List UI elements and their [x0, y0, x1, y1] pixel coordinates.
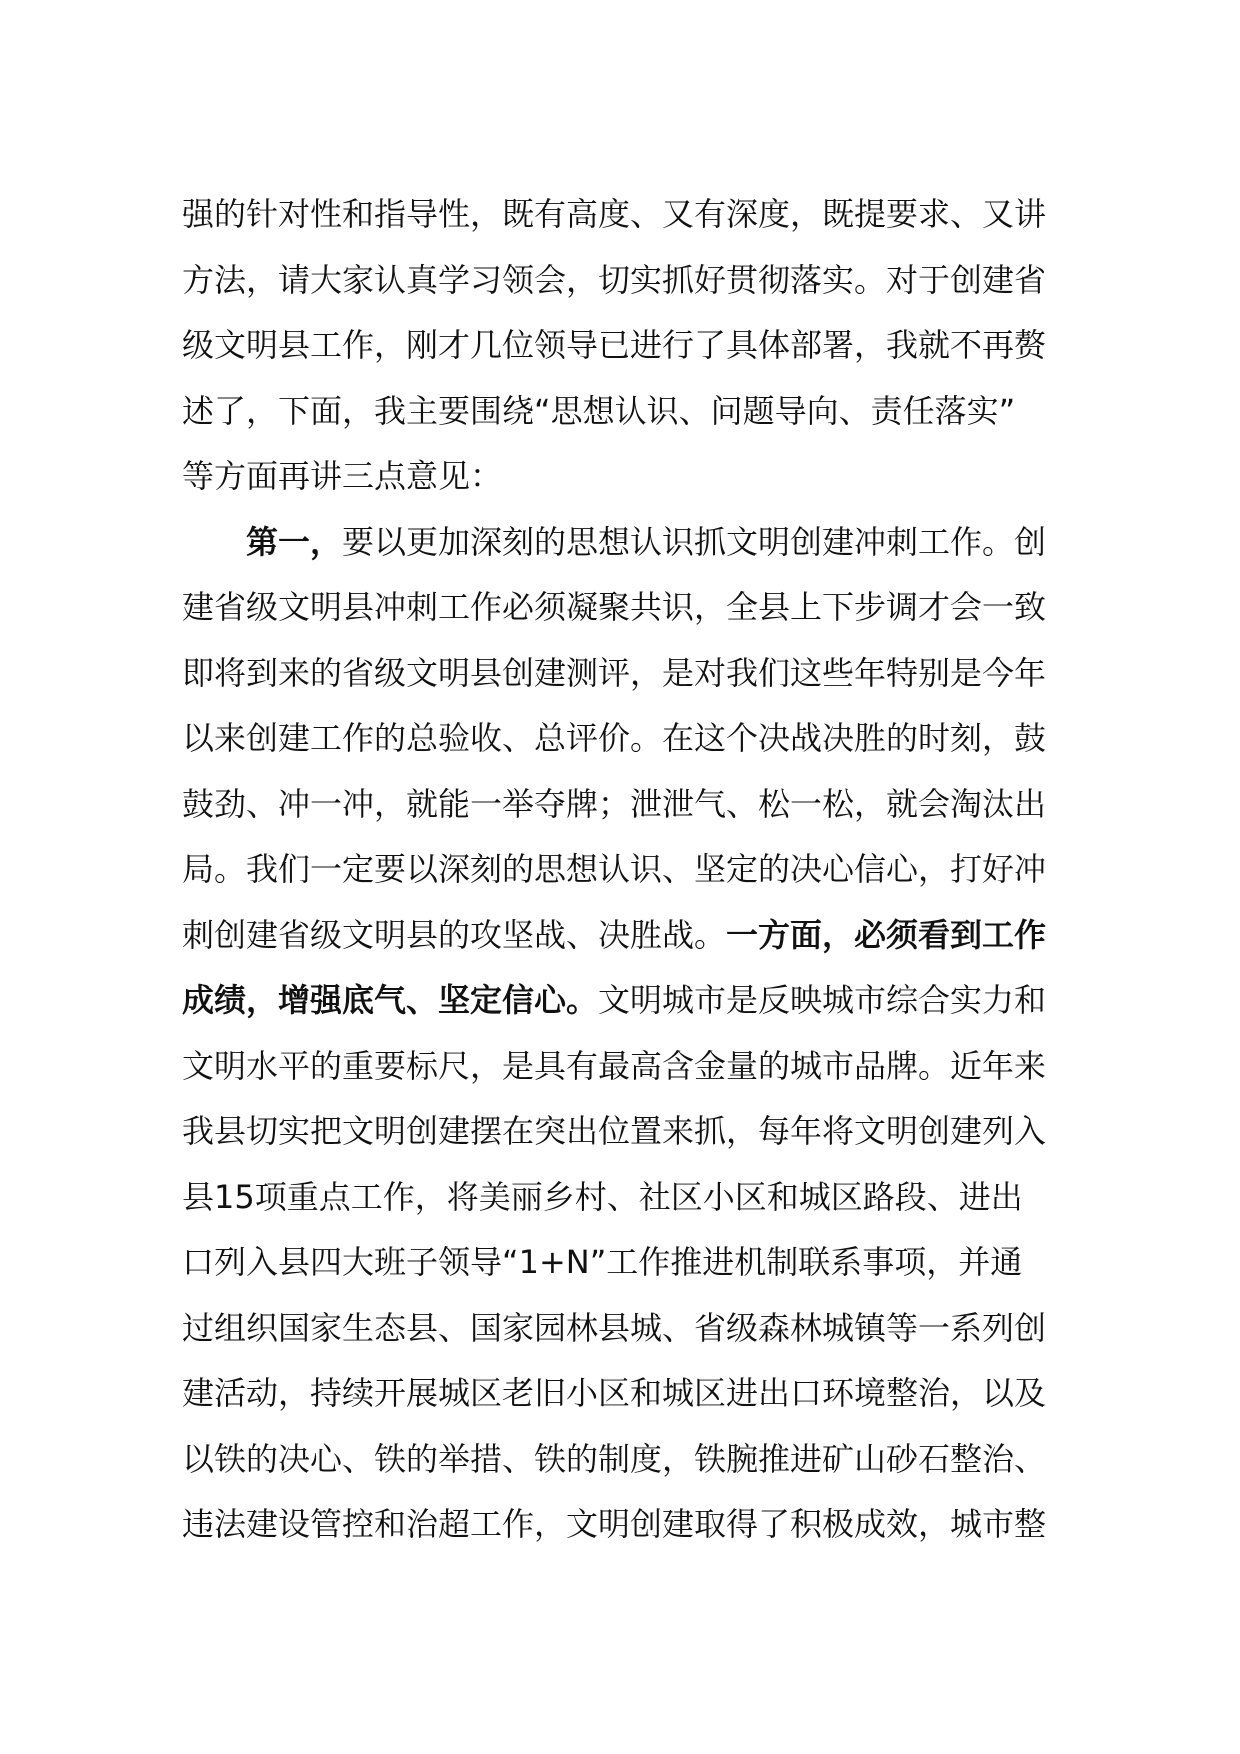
- text-line: [182, 575, 1082, 641]
- text-segment: 鼓劲、冲一冲，就能一举夺牌；泄泄气、松一松，就会淘汰出: [182, 784, 1047, 823]
- text-segment: 等方面再讲三点意见：: [182, 457, 503, 495]
- text-segment: 建活动，持续开展城区老旧小区和城区进出口环境整治，以及: [182, 1374, 1047, 1412]
- text-segment: 以来创建工作的总验收、总评价。在这个决战决胜的时刻，鼓: [182, 719, 1047, 757]
- text-line: [182, 837, 1082, 903]
- text-segment: 过组织国家生态县、国家园林县城、省级森林城镇等一系列创: [182, 1308, 1047, 1347]
- text-segment: 刺创建省级文明县的攻坚战、决胜战。: [182, 915, 727, 954]
- text-line: [182, 968, 1082, 1034]
- text-segment: 口列入县四大班子领导“1+N”工作推进机制联系事项，并通: [182, 1243, 1023, 1281]
- text-line: [182, 706, 1082, 772]
- text-line: [182, 379, 1082, 445]
- text-line: [182, 1492, 1082, 1558]
- text-line: [182, 1165, 1082, 1231]
- text-line: [182, 1361, 1082, 1427]
- text-line: [182, 1099, 1082, 1165]
- text-line: [182, 1230, 1082, 1296]
- text-line: [182, 1034, 1082, 1100]
- text-segment: 违法建设管控和治超工作，文明创建取得了积极成效，城市整: [182, 1505, 1047, 1543]
- text-segment: 建省级文明县冲刺工作必须凝聚共识，全县上下步调才会一致: [182, 588, 1047, 626]
- text-line: [182, 772, 1082, 838]
- bold-text-segment: 成绩，增强底气、坚定信心。: [182, 981, 599, 1019]
- text-line: [182, 903, 1082, 969]
- text-line: [182, 641, 1082, 707]
- text-segment: 局。我们一定要以深刻的思想认识、坚定的决心信心，打好冲: [182, 850, 1047, 888]
- text-line: [182, 1296, 1082, 1362]
- text-segment: 我县切实把文明创建摆在突出位置来抓，每年将文明创建列入: [182, 1112, 1047, 1150]
- text-line: [182, 510, 1082, 576]
- text-segment: 县15项重点工作，将美丽乡村、社区小区和城区路段、进出: [182, 1177, 1023, 1216]
- text-line: [182, 182, 1082, 248]
- text-segment: 强的针对性和指导性，既有高度、又有深度，既提要求、又讲: [182, 195, 1047, 233]
- body-text: [182, 182, 1082, 1558]
- text-line: [182, 248, 1082, 314]
- text-line: [182, 313, 1082, 379]
- text-line: [182, 1427, 1082, 1493]
- text-segment: 要以更加深刻的思想认识抓文明创建冲刺工作。创: [342, 522, 1047, 561]
- text-line: [182, 444, 1082, 510]
- text-segment: 以铁的决心、铁的举措、铁的制度，铁腕推进矿山砂石整治、: [182, 1439, 1047, 1478]
- text-segment: 即将到来的省级文明县创建测评，是对我们这些年特别是今年: [182, 653, 1047, 692]
- text-segment: 文明水平的重要标尺，是具有最高含金量的城市品牌。近年来: [182, 1046, 1047, 1085]
- text-segment: 文明城市是反映城市综合实力和: [598, 981, 1047, 1019]
- text-segment: 级文明县工作，刚才几位领导已进行了具体部署，我就不再赘: [182, 326, 1047, 364]
- text-segment: 方法，请大家认真学习领会，切实抓好贯彻落实。对于创建省: [182, 260, 1047, 299]
- bold-text-segment: 第一，: [246, 522, 343, 561]
- text-segment: 述了，下面，我主要围绕“思想认识、问题导向、责任落实”: [182, 391, 1016, 430]
- bold-text-segment: 一方面，必须看到工作: [726, 915, 1047, 954]
